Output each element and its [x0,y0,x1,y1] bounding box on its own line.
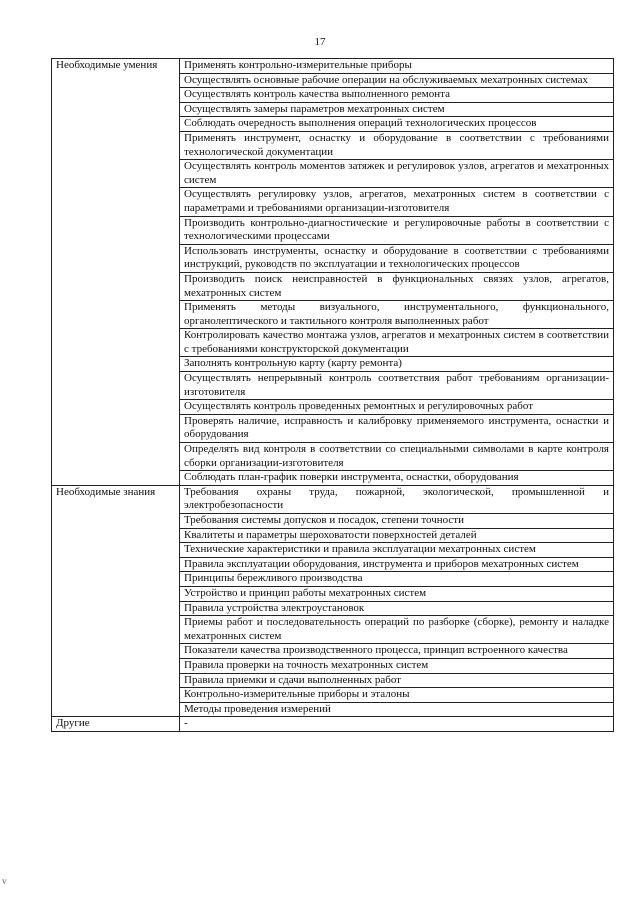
requirement-item: - [180,717,614,732]
requirement-item: Требования охраны труда, пожарной, экологической, промышленной и электробезопасности [180,485,614,513]
requirement-item: Требования системы допусков и посадок, степени точности [180,514,614,529]
requirement-item: Осуществлять контроль моментов затяжек и регулировок узлов, агрегатов и мехатронных систем [180,160,614,188]
requirement-item: Заполнять контрольную карту (карту ремонта) [180,357,614,372]
table-row [52,59,614,74]
requirement-item: Применять контрольно-измерительные приборы [180,59,614,74]
requirement-item: Осуществлять замеры параметров мехатронных систем [180,102,614,117]
requirement-item: Соблюдать план-график поверки инструмента, оснастки, оборудования [180,471,614,486]
requirement-item: Осуществлять контроль качества выполненного ремонта [180,88,614,103]
requirement-item: Осуществлять регулировку узлов, агрегатов, мехатронных систем в соответствии с параметрами и требованиями организации-изготовителя [180,188,614,216]
table-body [52,59,614,732]
requirement-item: Принципы бережливого производства [180,572,614,587]
requirement-item: Использовать инструменты, оснастку и оборудование в соответствии с требованиями инструкций, руководств по эксплуатации и технологических процессов [180,244,614,272]
requirement-item: Технические характеристики и правила эксплуатации мехатронных систем [180,543,614,558]
page-number: 17 [314,36,326,48]
requirement-item: Правила приемки и сдачи выполненных работ [180,673,614,688]
requirement-item: Производить поиск неисправностей в функциональных связях узлов, агрегатов, мехатронных систем [180,272,614,300]
requirement-item: Применять методы визуального, инструментального, функционального, органолептического и тактильного контроля выполненных работ [180,301,614,329]
requirement-item: Осуществлять основные рабочие операции на обслуживаемых мехатронных системах [180,73,614,88]
margin-mark: v [2,876,7,886]
requirement-item: Контрольно-измерительные приборы и эталоны [180,688,614,703]
section-label: Необходимые знания [52,485,180,717]
requirement-item: Приемы работ и последовательность операций по разборке (сборке), ремонту и наладке мехатронных систем [180,616,614,644]
table-row [52,485,614,513]
requirement-item: Правила устройства электроустановок [180,601,614,616]
section-label: Другие [52,717,180,732]
requirement-item: Проверять наличие, исправность и калибровку применяемого инструмента, оснастки и оборудования [180,414,614,442]
requirement-item: Применять инструмент, оснастку и оборудование в соответствии с требованиями технологической документации [180,131,614,159]
table-row [52,717,614,732]
requirement-item: Осуществлять контроль проведенных ремонтных и регулировочных работ [180,400,614,415]
requirement-item: Правила проверки на точность мехатронных систем [180,658,614,673]
requirements-table [51,58,614,732]
requirement-item: Соблюдать очередность выполнения операций технологических процессов [180,117,614,132]
requirement-item: Осуществлять непрерывный контроль соответствия работ требованиям организации-изготовителя [180,372,614,400]
requirement-item: Контролировать качество монтажа узлов, агрегатов и мехатронных систем в соответствии с требованиями конструкторской документации [180,329,614,357]
requirement-item: Показатели качества производственного процесса, принцип встроенного качества [180,644,614,659]
requirement-item: Методы проведения измерений [180,702,614,717]
section-label: Необходимые умения [52,59,180,486]
requirement-item: Устройство и принцип работы мехатронных систем [180,586,614,601]
requirement-item: Определять вид контроля в соответствии со специальными символами в карте контроля сборки организации-изготовителя [180,443,614,471]
requirement-item: Правила эксплуатации оборудования, инструмента и приборов мехатронных систем [180,557,614,572]
requirement-item: Квалитеты и параметры шероховатости поверхностей деталей [180,528,614,543]
requirement-item: Производить контрольно-диагностические и регулировочные работы в соответствии с технологическими процессами [180,216,614,244]
